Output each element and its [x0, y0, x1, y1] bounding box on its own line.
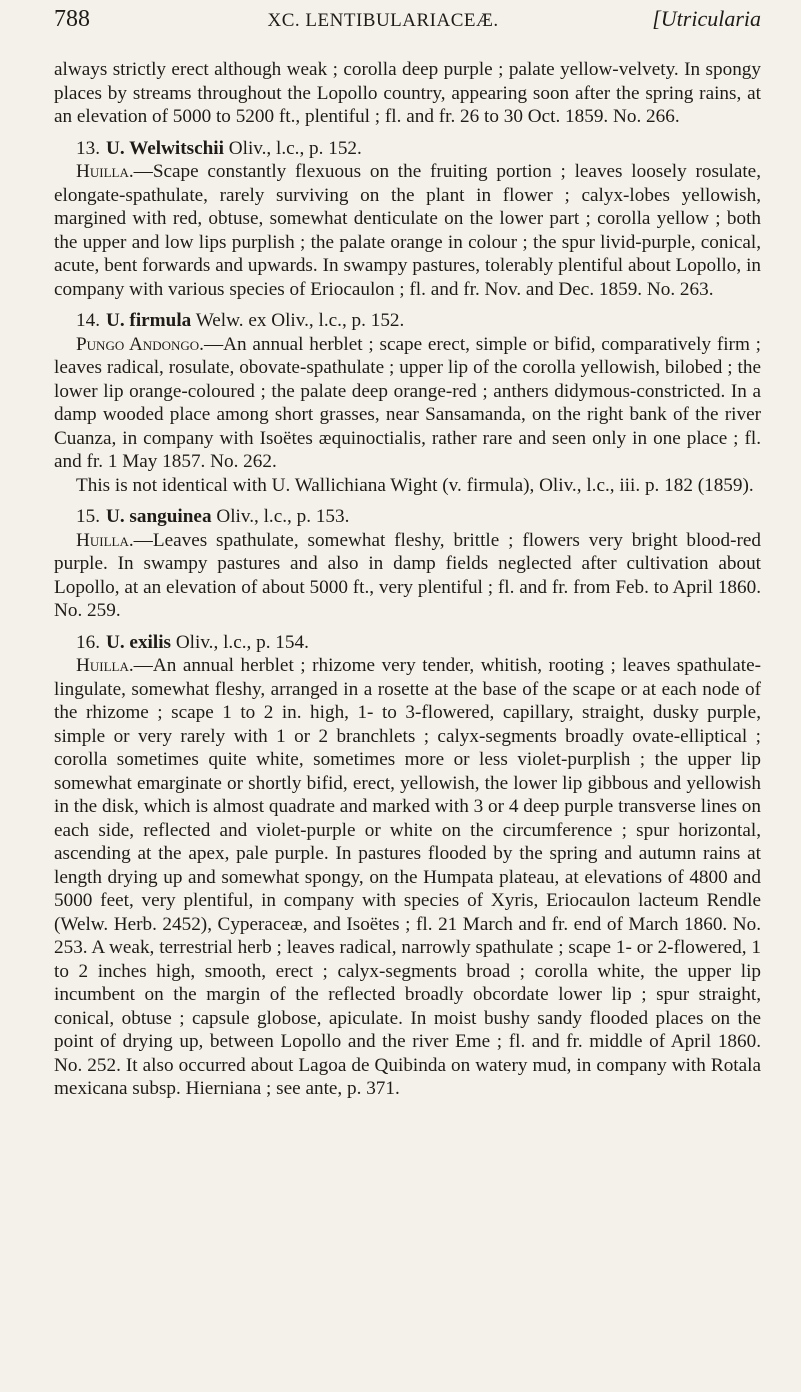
description-text: —Scape constantly flexuous on the fruiting portion ; leaves loosely rosulate, elongate-spathulate, rarely surviving on the plant in flower ; calyx-lobes yellowish, margined with red, obtuse, somewhat denticulate on the lower part ; corolla yellow ; both the upper and low lips purplish ; the palate orange in colour ; the spur livid-purple, conical, acute, bent forwards and upwards. In swampy pastures, tolerably plentiful about Lopollo, in company with various species of Eriocaulon ; fl. and fr. Nov. and Dec. 1859. No. 263. — [54, 161, 761, 300]
description-15 — [54, 529, 761, 623]
description-text: —An annual herblet ; scape erect, simple or bifid, comparatively firm ; leaves radical, rosulate, obovate-spathulate ; upper lip of the corolla yellowish, bilobed ; the lower lip orange-coloured ; the palate deep orange-red ; anthers didymous-constricted. In a damp wooded place among short grasses, near Sansamanda, on the right bank of the river Cuanza, in company with Isoëtes æquinoctialis, rather rare and seen only in one place ; fl. and fr. 1 May 1857. No. 262. — [54, 333, 761, 472]
genus-header: [Utricularia — [652, 6, 761, 31]
species-entry-15 — [54, 505, 761, 529]
entry-number: 13. — [76, 137, 100, 159]
species-name: U. exilis — [105, 631, 172, 653]
description-text: —An annual herblet ; rhizome very tender, whitish, rooting ; leaves spathulate-lingulate, somewhat fleshy, arranged in a rosette at the base of the scape or at each node of the rhizome ; scape 1 to 2 in. high, 1- to 3-flowered, capillary, straight, dusky purple, simple or very rarely with 1 or 2 branchlets ; calyx-segments broadly ovate-elliptical ; corolla sometimes quite white, sometimes more or less violet-purplish ; the upper lip somewhat emarginate or shortly bifid, erect, yellowish, the lower lip gibbous and yellowish in the disk, which is almost quadrate and marked with 3 or 4 deep purple transverse lines on each side, reflected and violet-purple or white on the circumference ; spur horizontal, ascending at the apex, pale purple. In pastures flooded by the spring and autumn rains at length drying up and somewhat spongy, on the Humpata plateau, at elevations of 4800 and 5000 feet, very plentiful, in company with species of Xyris, Eriocaulon lacteum Rendle (Welw. Herb. 2452), Cyperaceæ, and Isoëtes ; fl. 21 March and fr. end of March 1860. No. 253. A weak, terrestrial herb ; leaves radical, narrowly spathulate ; scape 1- or 2-flowered, 1 to 2 inches high, smooth, erect ; calyx-segments broad ; corolla white, the upper lip incumbent on the margin of the reflected broadly obcordate lower lip ; spur straight, conical, obtuse ; capsule globose, apiculate. In moist bushy sandy flooded places on the point of drying up, between Lopollo and the river Eme ; fl. and fr. middle of April 1860. No. 252. It also occurred about Lagoa de Quibinda on watery mud, in company with Rotala mexicana subsp. Hierniana ; see ante, p. 371. — [54, 655, 761, 1099]
entry-number: 15. — [76, 506, 100, 527]
entry-number: 16. — [76, 631, 100, 653]
description-14 — [54, 333, 761, 474]
entry-number: 14. — [76, 310, 100, 331]
description-text: —Leaves spathulate, somewhat fleshy, brittle ; flowers very bright blood-red purple. In swampy pastures and also in damp fields neglected after cultivation about Lopollo, at an elevation of about 5000 ft., very plentiful ; fl. and fr. from Feb. to April 1860. No. 259. — [54, 529, 761, 621]
species-name: U. firmula — [105, 310, 192, 331]
page-body — [54, 58, 761, 1101]
species-entry-16 — [54, 631, 761, 655]
locality: Huilla. — [76, 161, 134, 182]
locality: Huilla. — [76, 529, 134, 551]
citation: Oliv., l.c., p. 154. — [175, 631, 309, 653]
locality: Huilla. — [76, 655, 134, 676]
intro-paragraph: always strictly erect although weak ; corolla deep purple ; palate yellow-velvety. In spongy places by streams throughout the Lopollo country, appearing soon after the spring rains, at an elevation of 5000 to 5200 ft., plentiful ; fl. and fr. 26 to 30 Oct. 1859. No. 266. — [54, 59, 761, 127]
citation: Oliv., l.c., p. 152. — [228, 137, 362, 159]
locality: Pungo Andongo. — [76, 333, 204, 355]
citation: Welw. ex Oliv., l.c., p. 152. — [195, 310, 405, 331]
description-16 — [54, 654, 761, 1101]
species-entry-13 — [54, 137, 761, 161]
family-title: XC. LENTIBULARIACEÆ. — [267, 10, 499, 31]
species-entry-14 — [54, 309, 761, 333]
citation: Oliv., l.c., p. 153. — [216, 506, 350, 527]
species-name: U. sanguinea — [105, 506, 212, 527]
species-name: U. Welwitschii — [105, 137, 224, 159]
note-14: This is not identical with U. Wallichiana Wight (v. firmula), Oliv., l.c., iii. p. 182 (1859). — [76, 474, 754, 496]
page-number: 788 — [54, 6, 90, 32]
running-header — [54, 6, 761, 50]
description-13 — [54, 160, 761, 301]
